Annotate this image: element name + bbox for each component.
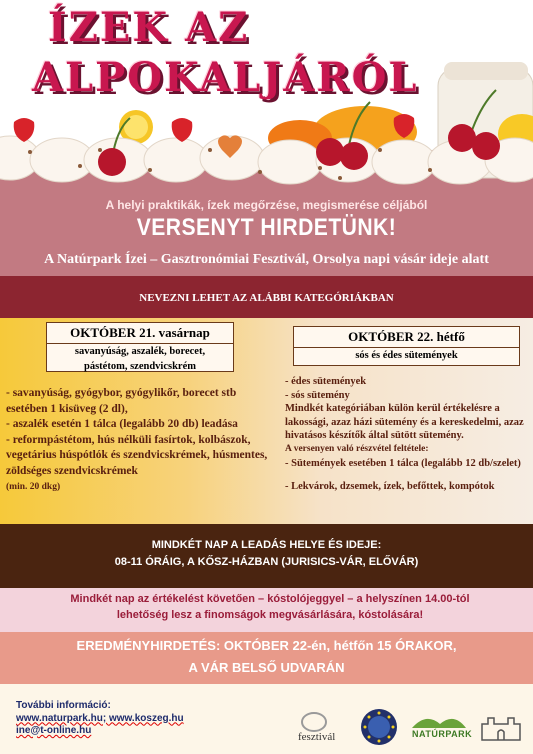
contact-info: [16, 700, 184, 738]
results-line-2: A VÁR BELSŐ UDVARÁN: [188, 660, 345, 675]
contact-web-link[interactable]: www.naturpark.hu; www.koszeg.hu: [16, 712, 184, 724]
day1-box: [46, 322, 234, 372]
day1-list: [6, 386, 280, 495]
list-item: (min. 20 dkg): [6, 481, 61, 492]
castle-logo: [478, 710, 524, 746]
fesztival-logo-text: fesztivál: [298, 731, 336, 743]
contact-email-link[interactable]: ine@t-online.hu: [16, 725, 92, 736]
fesztival-logo: [294, 712, 348, 746]
dropoff-title: MINDKÉT NAP A LEADÁS HELYE ÉS IDEJE:: [151, 539, 382, 551]
list-item: Mindkét kategóriában külön kerül értékelésre a lakossági, azaz házi sütemény és a kereskedelmi, azaz hivatásos készítők által sütött sütemény.: [285, 403, 524, 442]
list-item: - sós sütemény: [285, 389, 350, 401]
list-item: - aszalék esetén 1 tálca (legalább 20 db) leadása: [6, 418, 238, 431]
day1-summary-line2: pástétom, szendvicskrém: [84, 361, 196, 372]
day1-date: OKTÓBER 21. vasárnap: [47, 323, 233, 344]
title-line-2: ALPOKALJÁRÓL: [32, 54, 419, 101]
results-line-1: EREDMÉNYHIRDETÉS: OKTÓBER 22-én, hétfőn 15 ÓRAKOR,: [76, 638, 457, 653]
list-item: A versenyen való részvétel feltétele:: [285, 443, 429, 454]
list-item: - Lekvárok, dzsemek, ízek, befőttek, kompótok: [285, 481, 495, 493]
list-item: - édes sütemények: [285, 376, 367, 387]
day2-date: OKTÓBER 22. hétfő: [294, 327, 519, 348]
europe-logo: [360, 708, 398, 746]
naturpark-logo: [408, 714, 473, 744]
list-item: - savanyúság, gyógybor, gyógylikőr, borecet stb esetében 1 kisüveg (2 dl),: [6, 387, 237, 415]
tasting-text: Mindkét nap az értékelést követően – kóstolójeggyel – a helyszínen 14.00-tól lehetőség lesz a finomságok megvásárlására, kóstolására!: [70, 593, 470, 621]
contact-label: További információ:: [16, 700, 111, 711]
subtitle: A helyi praktikák, ízek megőrzése, megismerése céljából: [105, 198, 428, 212]
day2-box: [293, 326, 520, 366]
festival-name: A Natúrpark Ízei – Gasztronómiai Fesztivál, Orsolya napi vásár ideje alatt: [44, 252, 489, 267]
list-item: - Sütemények esetében 1 tálca (legalább 12 db/szelet): [285, 457, 521, 469]
naturpark-logo-text: NATÚRPARK: [412, 729, 473, 739]
list-item: - reformpástétom, hús nélküli fasírtok, kolbászok, vegetárius húspótlók és szendvicskrémek, húsmentes, zöldséges szendvicskrémek: [6, 433, 268, 477]
headline: VERSENYT HIRDETÜNK!: [136, 214, 397, 241]
day2-list: [285, 375, 525, 494]
title-line-1: ÍZEK AZ: [48, 4, 250, 51]
categories-label: NEVEZNI LEHET AZ ALÁBBI KATEGÓRIÁKBAN: [139, 292, 394, 304]
day2-summary: sós és édes sütemények: [355, 350, 458, 361]
dropoff-detail: 08-11 ÓRÁIG, A KŐSZ-HÁZBAN (JURISICS-VÁR, ELŐVÁR): [114, 556, 419, 568]
day1-summary-line1: savanyúság, aszalék, borecet,: [74, 346, 206, 357]
